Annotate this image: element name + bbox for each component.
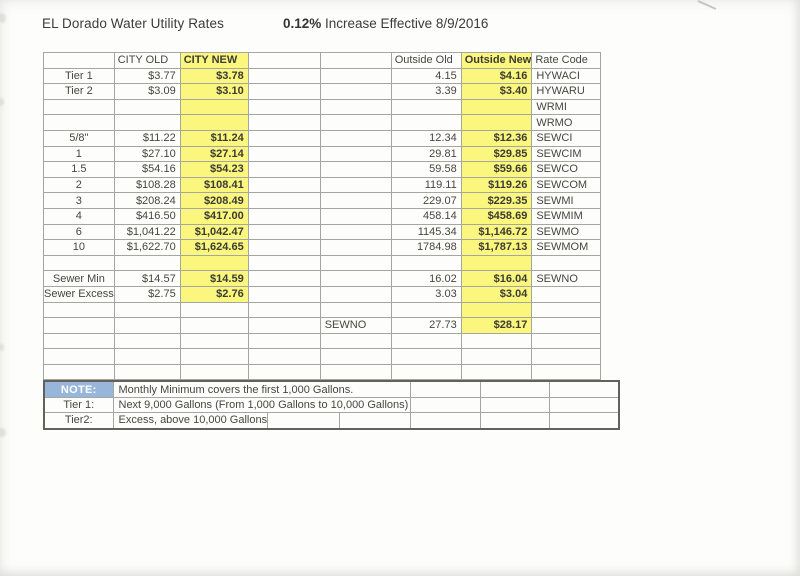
table-cell: $16.04 bbox=[461, 271, 532, 287]
table-cell bbox=[114, 99, 180, 115]
table-cell bbox=[248, 99, 320, 115]
table-cell: $11.24 bbox=[180, 130, 248, 146]
column-header-cell: CITY OLD bbox=[114, 53, 180, 69]
empty-cell bbox=[550, 381, 619, 397]
table-cell: 16.02 bbox=[391, 271, 461, 287]
scan-artifact-smudge bbox=[0, 98, 4, 106]
table-cell bbox=[114, 255, 180, 271]
table-cell bbox=[114, 302, 180, 318]
table-cell bbox=[44, 318, 115, 334]
table-cell bbox=[180, 364, 248, 380]
table-cell: SEWCI bbox=[532, 130, 601, 146]
table-cell bbox=[180, 333, 248, 349]
table-cell: 59.58 bbox=[391, 162, 461, 178]
table-cell: SEWMO bbox=[532, 224, 601, 240]
table-cell: 4.15 bbox=[391, 68, 461, 84]
table-cell bbox=[180, 115, 248, 131]
table-cell: $14.57 bbox=[114, 271, 180, 287]
table-cell bbox=[461, 255, 532, 271]
table-cell bbox=[248, 286, 320, 302]
table-cell: $28.17 bbox=[461, 318, 532, 334]
table-cell: Sewer Min bbox=[44, 271, 115, 287]
table-cell: HYWARU bbox=[532, 84, 601, 100]
table-cell bbox=[180, 99, 248, 115]
table-cell: $1,146.72 bbox=[461, 224, 532, 240]
table-cell: 3.39 bbox=[391, 84, 461, 100]
table-row bbox=[44, 53, 601, 69]
table-cell bbox=[248, 349, 320, 365]
table-row bbox=[44, 208, 601, 224]
table-cell bbox=[320, 240, 391, 256]
table-cell: $54.23 bbox=[180, 162, 248, 178]
page-title: EL Dorado Water Utility Rates bbox=[42, 16, 224, 31]
table-cell bbox=[44, 349, 115, 365]
table-cell: 3.03 bbox=[391, 286, 461, 302]
table-cell: $1,787.13 bbox=[461, 240, 532, 256]
table-cell: $3.09 bbox=[114, 84, 180, 100]
table-cell: Sewer Excess bbox=[44, 288, 114, 301]
empty-cell bbox=[550, 397, 619, 412]
table-cell: $417.00 bbox=[180, 208, 248, 224]
table-cell bbox=[248, 255, 320, 271]
table-cell bbox=[320, 255, 391, 271]
table-row bbox=[44, 99, 601, 115]
note-text-cell: Excess, above 10,000 Gallons bbox=[113, 413, 268, 429]
table-cell bbox=[180, 255, 248, 271]
table-cell bbox=[44, 115, 115, 131]
table-cell bbox=[532, 333, 601, 349]
table-cell: 5/8" bbox=[44, 130, 115, 146]
table-cell: 458.14 bbox=[391, 208, 461, 224]
table-cell: 10 bbox=[44, 240, 115, 256]
table-cell: 27.73 bbox=[391, 318, 461, 334]
table-cell: $1,622.70 bbox=[114, 240, 180, 256]
increase-percentage: 0.12% bbox=[283, 16, 322, 31]
table-cell bbox=[320, 68, 391, 84]
column-header-cell bbox=[44, 53, 115, 69]
table-cell: SEWNO bbox=[532, 271, 601, 287]
table-cell: $11.22 bbox=[114, 130, 180, 146]
table-cell bbox=[320, 208, 391, 224]
table-cell bbox=[44, 99, 115, 115]
table-cell: Tier 2 bbox=[44, 84, 115, 100]
table-row bbox=[44, 240, 601, 256]
table-cell: $3.40 bbox=[461, 84, 532, 100]
table-cell: $14.59 bbox=[180, 271, 248, 287]
table-cell: $1,624.65 bbox=[180, 240, 248, 256]
table-cell: Tier 1 bbox=[44, 68, 115, 84]
empty-cell bbox=[550, 413, 619, 429]
table-cell bbox=[248, 271, 320, 287]
note-row bbox=[44, 413, 619, 429]
table-row bbox=[44, 193, 601, 209]
table-cell: 29.81 bbox=[391, 146, 461, 162]
table-cell: 6 bbox=[44, 224, 115, 240]
table-row bbox=[44, 177, 601, 193]
table-row bbox=[44, 115, 601, 131]
table-row bbox=[44, 224, 601, 240]
table-cell: $12.36 bbox=[461, 130, 532, 146]
table-cell: 1784.98 bbox=[391, 240, 461, 256]
table-cell bbox=[320, 224, 391, 240]
table-cell bbox=[532, 255, 601, 271]
column-header-cell: CITY NEW bbox=[180, 53, 248, 69]
table-cell: $416.50 bbox=[114, 208, 180, 224]
empty-cell bbox=[481, 397, 550, 412]
table-cell bbox=[320, 333, 391, 349]
note-label-cell: Tier 1: bbox=[44, 397, 113, 412]
empty-cell bbox=[481, 381, 550, 397]
scan-artifact-smudge bbox=[0, 428, 6, 437]
table-cell bbox=[532, 318, 601, 334]
column-header-cell: Rate Code bbox=[532, 53, 601, 69]
table-cell: $208.49 bbox=[180, 193, 248, 209]
table-cell: $27.10 bbox=[114, 146, 180, 162]
increase-subtitle bbox=[283, 16, 488, 31]
table-cell bbox=[532, 349, 601, 365]
table-cell: 3 bbox=[44, 193, 115, 209]
empty-cell bbox=[340, 413, 411, 429]
table-cell bbox=[320, 271, 391, 287]
table-cell: SEWMOM bbox=[532, 240, 601, 256]
notes-table bbox=[43, 380, 620, 429]
table-cell: $458.69 bbox=[461, 208, 532, 224]
table-cell bbox=[461, 302, 532, 318]
table-row bbox=[44, 68, 601, 84]
note-row bbox=[44, 381, 619, 397]
table-cell: $29.85 bbox=[461, 146, 532, 162]
table-row bbox=[44, 333, 601, 349]
table-cell bbox=[248, 333, 320, 349]
table-row bbox=[44, 146, 601, 162]
table-cell: 2 bbox=[44, 177, 115, 193]
scan-artifact-smudge bbox=[0, 344, 4, 351]
table-cell bbox=[248, 162, 320, 178]
table-cell bbox=[248, 208, 320, 224]
table-cell: $3.77 bbox=[114, 68, 180, 84]
table-row bbox=[44, 130, 601, 146]
table-cell bbox=[391, 99, 461, 115]
table-cell bbox=[320, 193, 391, 209]
table-row bbox=[44, 302, 601, 318]
table-cell: 1 bbox=[44, 146, 115, 162]
table-cell: SEWCO bbox=[532, 162, 601, 178]
table-cell: $54.16 bbox=[114, 162, 180, 178]
table-cell: 229.07 bbox=[391, 193, 461, 209]
table-row bbox=[44, 349, 601, 365]
table-row bbox=[44, 364, 601, 380]
table-cell bbox=[461, 364, 532, 380]
table-cell bbox=[248, 193, 320, 209]
table-cell bbox=[248, 130, 320, 146]
table-cell bbox=[320, 177, 391, 193]
table-cell bbox=[320, 115, 391, 131]
table-cell bbox=[320, 146, 391, 162]
table-row bbox=[44, 84, 601, 100]
column-header-cell bbox=[248, 53, 320, 69]
spreadsheet-scan bbox=[43, 52, 620, 430]
table-cell bbox=[391, 115, 461, 131]
empty-cell bbox=[411, 397, 481, 412]
table-cell bbox=[114, 115, 180, 131]
table-cell bbox=[248, 364, 320, 380]
table-cell: $3.78 bbox=[180, 68, 248, 84]
table-cell bbox=[320, 364, 391, 380]
table-cell bbox=[248, 115, 320, 131]
table-cell: 119.11 bbox=[391, 177, 461, 193]
table-cell bbox=[320, 130, 391, 146]
table-cell: $59.66 bbox=[461, 162, 532, 178]
table-cell bbox=[248, 68, 320, 84]
empty-cell bbox=[411, 413, 481, 429]
table-cell bbox=[114, 318, 180, 334]
table-cell bbox=[532, 364, 601, 380]
table-cell: $1,041.22 bbox=[114, 224, 180, 240]
table-cell: $4.16 bbox=[461, 68, 532, 84]
scan-artifact-smudge bbox=[0, 13, 6, 23]
table-cell: $108.28 bbox=[114, 177, 180, 193]
table-cell bbox=[180, 349, 248, 365]
table-cell: 1.5 bbox=[44, 162, 115, 178]
table-cell: HYWACI bbox=[532, 68, 601, 84]
note-row bbox=[44, 397, 619, 412]
table-cell bbox=[391, 255, 461, 271]
column-header-cell: Outside New bbox=[461, 53, 532, 69]
table-cell: SEWNO bbox=[320, 318, 391, 334]
table-row bbox=[44, 255, 601, 271]
table-cell: 4 bbox=[44, 208, 115, 224]
table-cell: 1145.34 bbox=[391, 224, 461, 240]
empty-cell bbox=[411, 381, 481, 397]
table-cell bbox=[532, 286, 601, 302]
note-text-cell: Monthly Minimum covers the first 1,000 Gallons. bbox=[113, 381, 411, 397]
column-header-cell: Outside Old bbox=[391, 53, 461, 69]
table-cell bbox=[248, 146, 320, 162]
table-cell bbox=[114, 333, 180, 349]
table-cell bbox=[532, 302, 601, 318]
table-cell: 12.34 bbox=[391, 130, 461, 146]
table-cell: $2.75 bbox=[114, 286, 180, 302]
table-cell bbox=[44, 255, 115, 271]
table-cell: $119.26 bbox=[461, 177, 532, 193]
table-cell bbox=[461, 115, 532, 131]
table-cell bbox=[320, 99, 391, 115]
note-label-cell: NOTE: bbox=[44, 381, 113, 397]
table-cell: SEWMI bbox=[532, 193, 601, 209]
table-cell bbox=[461, 349, 532, 365]
table-row bbox=[44, 286, 601, 302]
table-cell bbox=[391, 364, 461, 380]
table-cell bbox=[391, 333, 461, 349]
table-cell: $2.76 bbox=[180, 286, 248, 302]
table-cell: $108.41 bbox=[180, 177, 248, 193]
increase-subtitle-text: Increase Effective 8/9/2016 bbox=[321, 16, 489, 31]
table-row bbox=[44, 318, 601, 334]
note-label-cell: Tier2: bbox=[44, 413, 113, 429]
table-cell bbox=[320, 302, 391, 318]
empty-cell bbox=[481, 413, 550, 429]
note-text-cell: Next 9,000 Gallons (From 1,000 Gallons to 10,000 Gallons) bbox=[113, 397, 411, 412]
scan-artifact-mark bbox=[698, 0, 717, 10]
table-cell bbox=[391, 349, 461, 365]
table-cell: $1,042.47 bbox=[180, 224, 248, 240]
empty-cell bbox=[268, 413, 340, 429]
table-cell bbox=[461, 99, 532, 115]
table-cell bbox=[320, 349, 391, 365]
table-cell: SEWCIM bbox=[532, 146, 601, 162]
table-cell bbox=[248, 318, 320, 334]
table-cell: SEWCOM bbox=[532, 177, 601, 193]
table-cell bbox=[114, 349, 180, 365]
table-cell bbox=[44, 364, 115, 380]
table-cell bbox=[180, 302, 248, 318]
table-cell bbox=[248, 302, 320, 318]
table-cell bbox=[391, 302, 461, 318]
table-cell: $3.04 bbox=[461, 286, 532, 302]
table-cell bbox=[114, 364, 180, 380]
table-cell: SEWMIM bbox=[532, 208, 601, 224]
table-cell bbox=[320, 286, 391, 302]
table-cell bbox=[248, 224, 320, 240]
table-cell: $208.24 bbox=[114, 193, 180, 209]
table-cell: WRMO bbox=[532, 115, 601, 131]
table-cell: $3.10 bbox=[180, 84, 248, 100]
table-cell bbox=[44, 302, 115, 318]
table-row bbox=[44, 271, 601, 287]
table-cell: $27.14 bbox=[180, 146, 248, 162]
table-cell: $229.35 bbox=[461, 193, 532, 209]
table-cell bbox=[320, 84, 391, 100]
rates-table-body bbox=[44, 53, 601, 380]
table-cell bbox=[248, 84, 320, 100]
table-cell: WRMI bbox=[532, 99, 601, 115]
table-cell bbox=[320, 162, 391, 178]
table-cell bbox=[248, 177, 320, 193]
table-cell bbox=[44, 333, 115, 349]
table-cell bbox=[180, 318, 248, 334]
table-cell bbox=[461, 333, 532, 349]
table-cell bbox=[248, 240, 320, 256]
column-header-cell bbox=[320, 53, 391, 69]
rates-table bbox=[43, 52, 601, 380]
table-row bbox=[44, 162, 601, 178]
